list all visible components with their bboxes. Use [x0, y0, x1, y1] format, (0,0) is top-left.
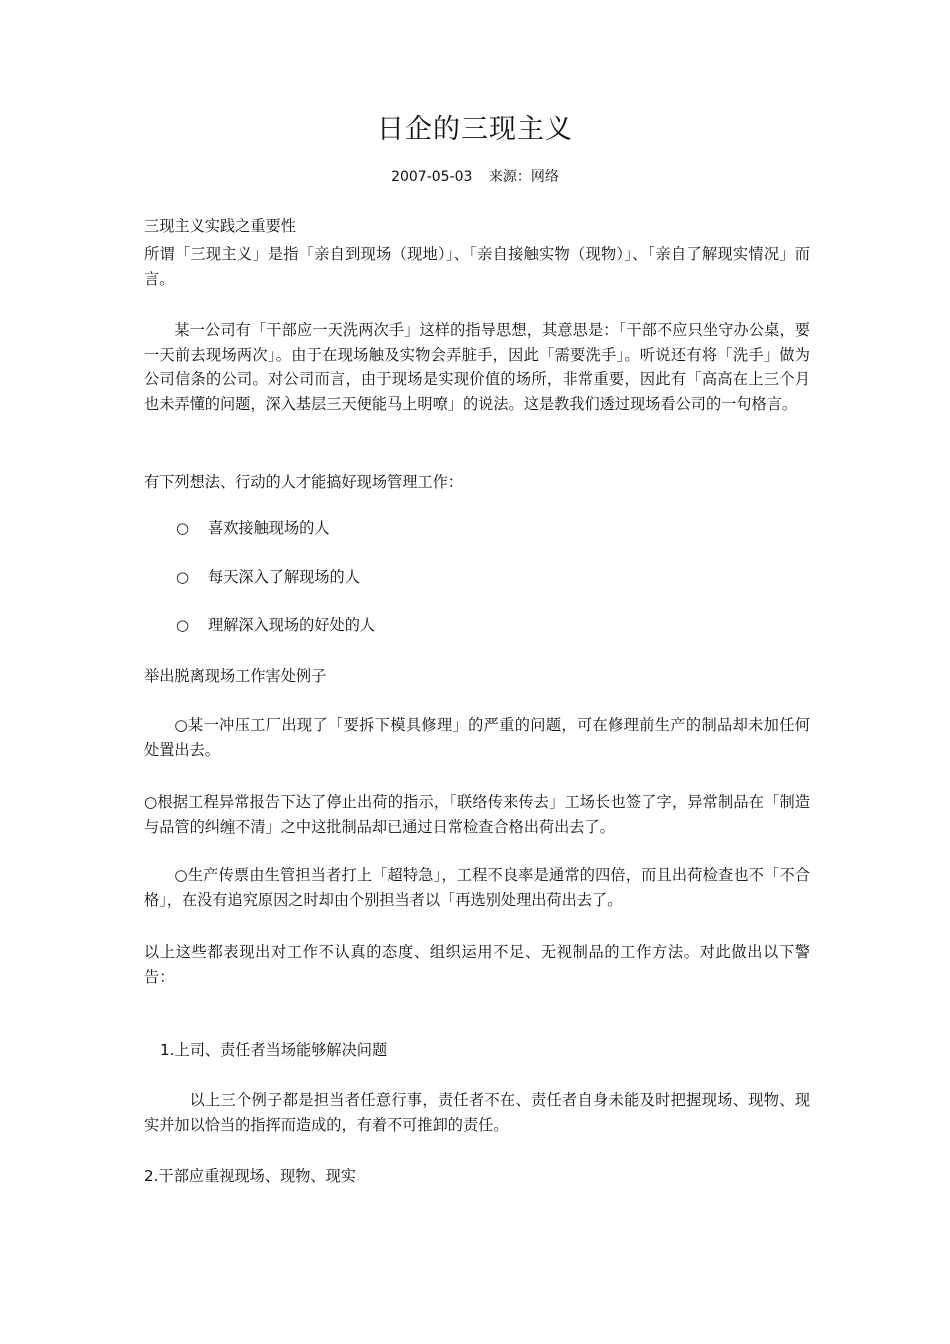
paragraph-wash-hands: 某一公司有「干部应一天洗两次手」这样的指导思想，其意思是：「干部不应只坐守办公桌，要一天前去现场两次」。由于在现场触及实物会弄脏手，因此「需要洗手」。听说还有将「洗手」做为公司信条的公司。对公司而言，由于现场是实现价值的场所，非常重要，因此有「高高在上三个月也未弄懂的问题，深入基层三天便能马上明嘹」的说法。这是教我们透过现场看公司的一句格言。	[144, 321, 810, 413]
list-item-text: 每天深入了解现场的人	[208, 568, 360, 586]
list-item-text: 理解深入现场的好处的人	[208, 616, 376, 634]
section-heading-importance: 三现主义实践之重要性	[144, 217, 296, 235]
list-item	[176, 565, 776, 589]
paragraph-example-shipping: ○根据工程异常报告下达了停止出荷的指示，「联络传来传去」工场长也签了字，异常制品在「制造与品管的纠缠不清」之中这批制品却已通过日常检查合格出荷出去了。	[144, 793, 810, 836]
paragraph-qualities-intro: 有下列想法、行动的人才能搞好现场管理工作：	[144, 473, 463, 491]
paragraph-warning-intro: 以上这些都表现出对工作不认真的态度、组织运用不足、无视制品的工作方法。对此做出以下警告：	[144, 943, 810, 986]
item-number: 1.	[160, 1041, 175, 1059]
section-heading-examples: 举出脱离现场工作害处例子	[144, 667, 327, 685]
numbered-heading-2	[144, 1164, 810, 1189]
list-item	[176, 613, 776, 637]
circle-bullet-icon: ○	[176, 568, 190, 586]
item-heading-text: 上司、责任者当场能够解决问题	[174, 1041, 388, 1059]
page-title: 日企的三现主义	[377, 114, 573, 145]
item-number: 2.	[144, 1167, 159, 1185]
numbered-heading-1	[160, 1038, 826, 1063]
list-item-text: 喜欢接触现场的人	[208, 519, 330, 537]
article-meta	[0, 166, 950, 188]
paragraph-responsibility: 以上三个例子都是担当者任意行事，责任者不在、责任者自身未能及时把握现场、现物、现实并加以恰当的指挥而造成的，有着不可推卸的责任。	[144, 1091, 810, 1134]
list-item	[176, 516, 776, 540]
publish-date: 2007-05-03	[391, 169, 473, 185]
circle-bullet-icon: ○	[176, 519, 190, 537]
item-heading-text: 干部应重视现场、现物、现实	[158, 1167, 356, 1185]
circle-bullet-icon: ○	[176, 616, 190, 634]
paragraph-example-stamping: ○某一冲压工厂出现了「要拆下模具修理」的严重的问题，可在修理前生产的制品却未加任何处置出去。	[144, 716, 810, 759]
article-source: 来源：网络	[488, 169, 559, 185]
paragraph-definition: 所谓「三现主义」是指「亲自到现场（现地）」、「亲自接触实物（现物）」、「亲自了解现实情况」而言。	[144, 245, 810, 288]
paragraph-example-urgent: ○生产传票由生管担当者打上「超特急」，工程不良率是通常的四倍，而且出荷检查也不「不合格」，在没有追究原因之时却由个别担当者以「再选别处理出荷出去了。	[144, 866, 810, 909]
